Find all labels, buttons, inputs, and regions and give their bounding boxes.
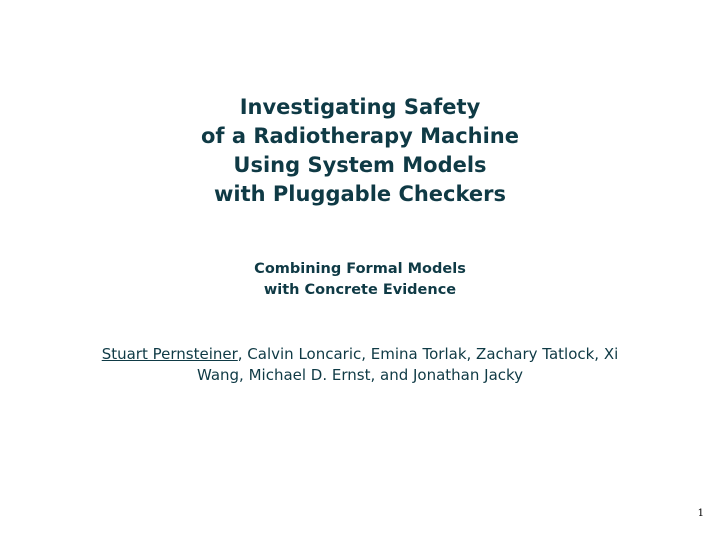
title-line-1: Investigating Safety	[239, 95, 481, 119]
title-line-2: of a Radiotherapy Machine	[200, 124, 519, 148]
title-line-3: Using System Models	[233, 153, 487, 177]
subtitle-line-2: with Concrete Evidence	[263, 282, 457, 298]
page-number: 1	[697, 508, 704, 519]
title-line-4: with Pluggable Checkers	[213, 182, 506, 206]
slide-title	[60, 93, 660, 209]
author-list	[80, 344, 640, 386]
subtitle-line-1: Combining Formal Models	[254, 261, 466, 277]
slide-subtitle	[60, 259, 660, 301]
presenter-name: Stuart Pernsteiner	[101, 345, 238, 363]
coauthor-names: , Calvin Loncaric, Emina Torlak, Zachary Tatlock, Xi Wang, Michael D. Ernst, and Jonathan Jacky	[196, 345, 619, 384]
